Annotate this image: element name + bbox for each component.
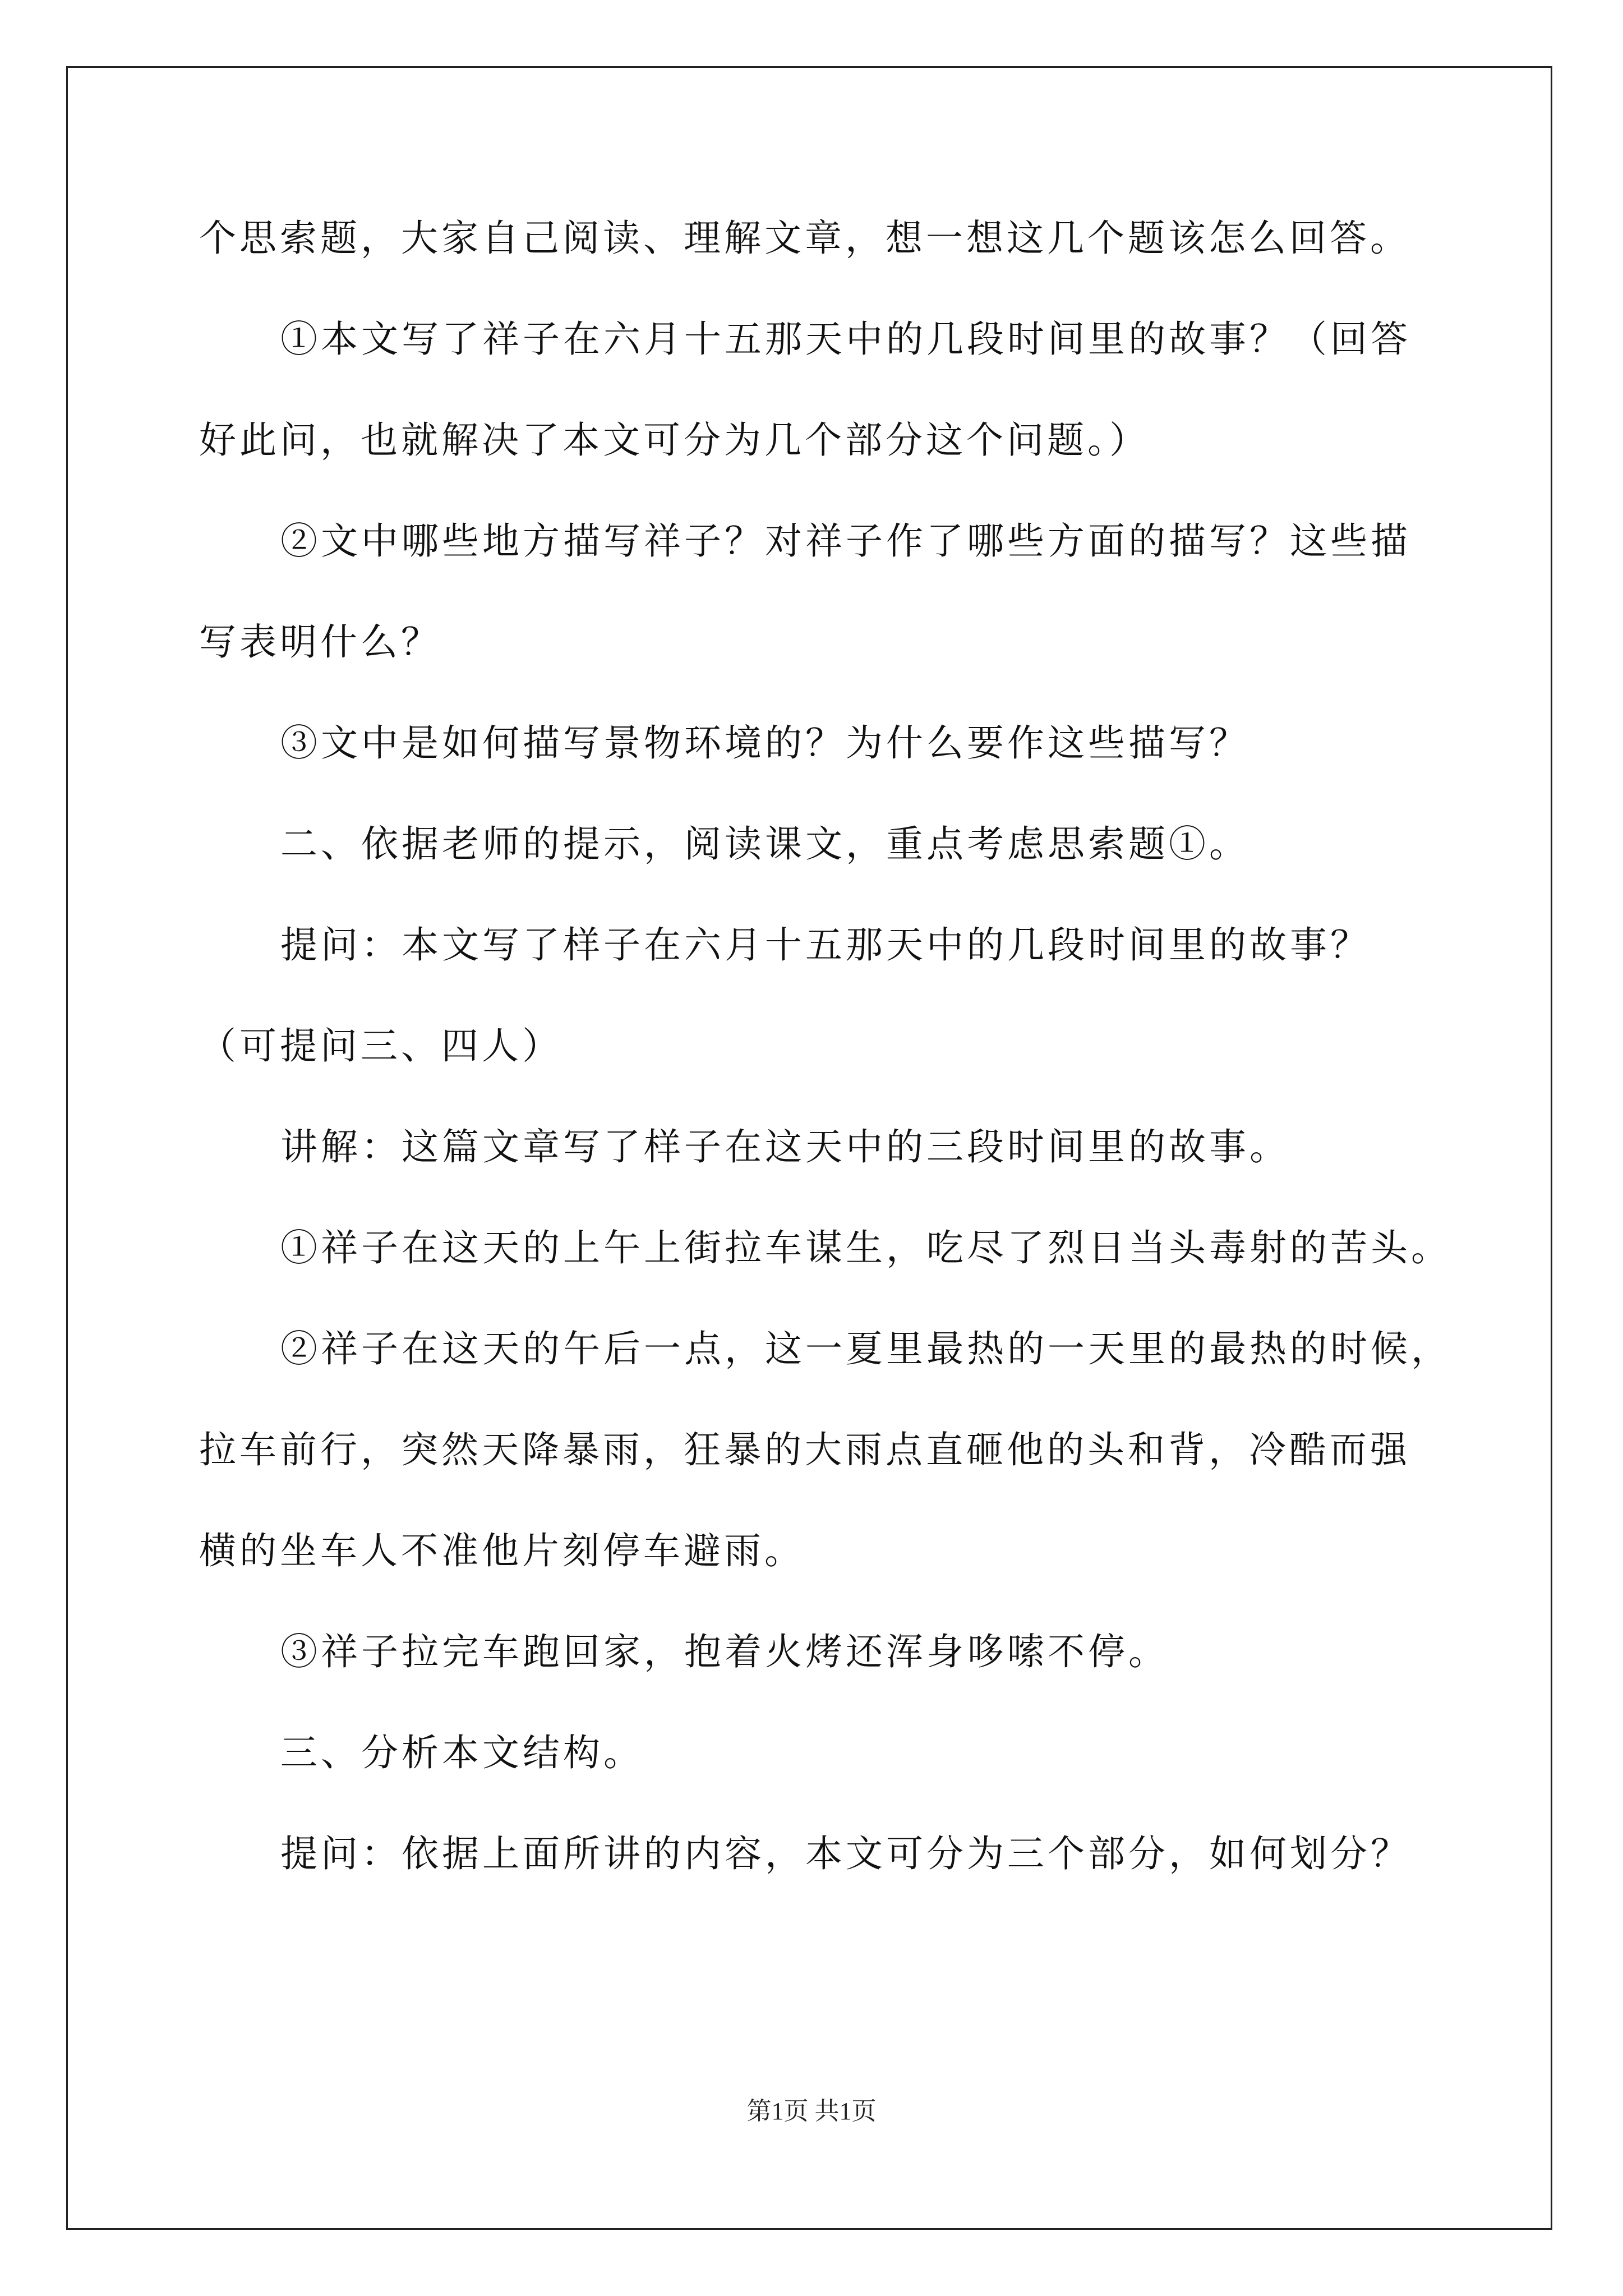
text-line: ②文中哪些地方描写祥子？对祥子作了哪些方面的描写？这些描 — [280, 519, 1411, 563]
text-line: 讲解：这篇文章写了样子在这天中的三段时间里的故事。 — [280, 1125, 1290, 1168]
text-line: 横的坐车人不准他片刻停车避雨。 — [199, 1529, 805, 1572]
text-line: （可提问三、四人） — [199, 1024, 562, 1068]
section-heading: 三、分析本文结构。 — [280, 1731, 644, 1774]
text-line: ①祥子在这天的上午上街拉车谋生，吃尽了烈日当头毒射的苦头。 — [280, 1226, 1451, 1269]
text-line: 好此问，也就解决了本文可分为几个部分这个问题。） — [199, 418, 1150, 462]
text-line: 个思索题，大家自己阅读、理解文章，想一想这几个题该怎么回答。 — [199, 217, 1410, 260]
section-heading: 二、依据老师的提示，阅读课文，重点考虑思索题①。 — [280, 822, 1249, 866]
text-line: ③文中是如何描写景物环境的？为什么要作这些描写？ — [280, 721, 1249, 765]
text-line: 提问：依据上面所讲的内容，本文可分为三个部分，如何划分？ — [280, 1832, 1411, 1875]
text-line: ②祥子在这天的午后一点，这一夏里最热的一天里的最热的时候， — [280, 1327, 1451, 1370]
text-line: ①本文写了祥子在六月十五那天中的几段时间里的故事？（回答 — [280, 318, 1411, 361]
text-line: 写表明什么？ — [199, 620, 441, 664]
page-number-footer: 第1页 共1页 — [746, 2097, 877, 2125]
text-line: ③祥子拉完车跑回家，抱着火烤还浑身哆嗦不停。 — [280, 1630, 1169, 1673]
text-line: 提问：本文写了样子在六月十五那天中的几段时间里的故事？ — [280, 923, 1371, 967]
text-line: 拉车前行，突然天降暴雨，狂暴的大雨点直砸他的头和背，冷酷而强 — [199, 1428, 1410, 1471]
